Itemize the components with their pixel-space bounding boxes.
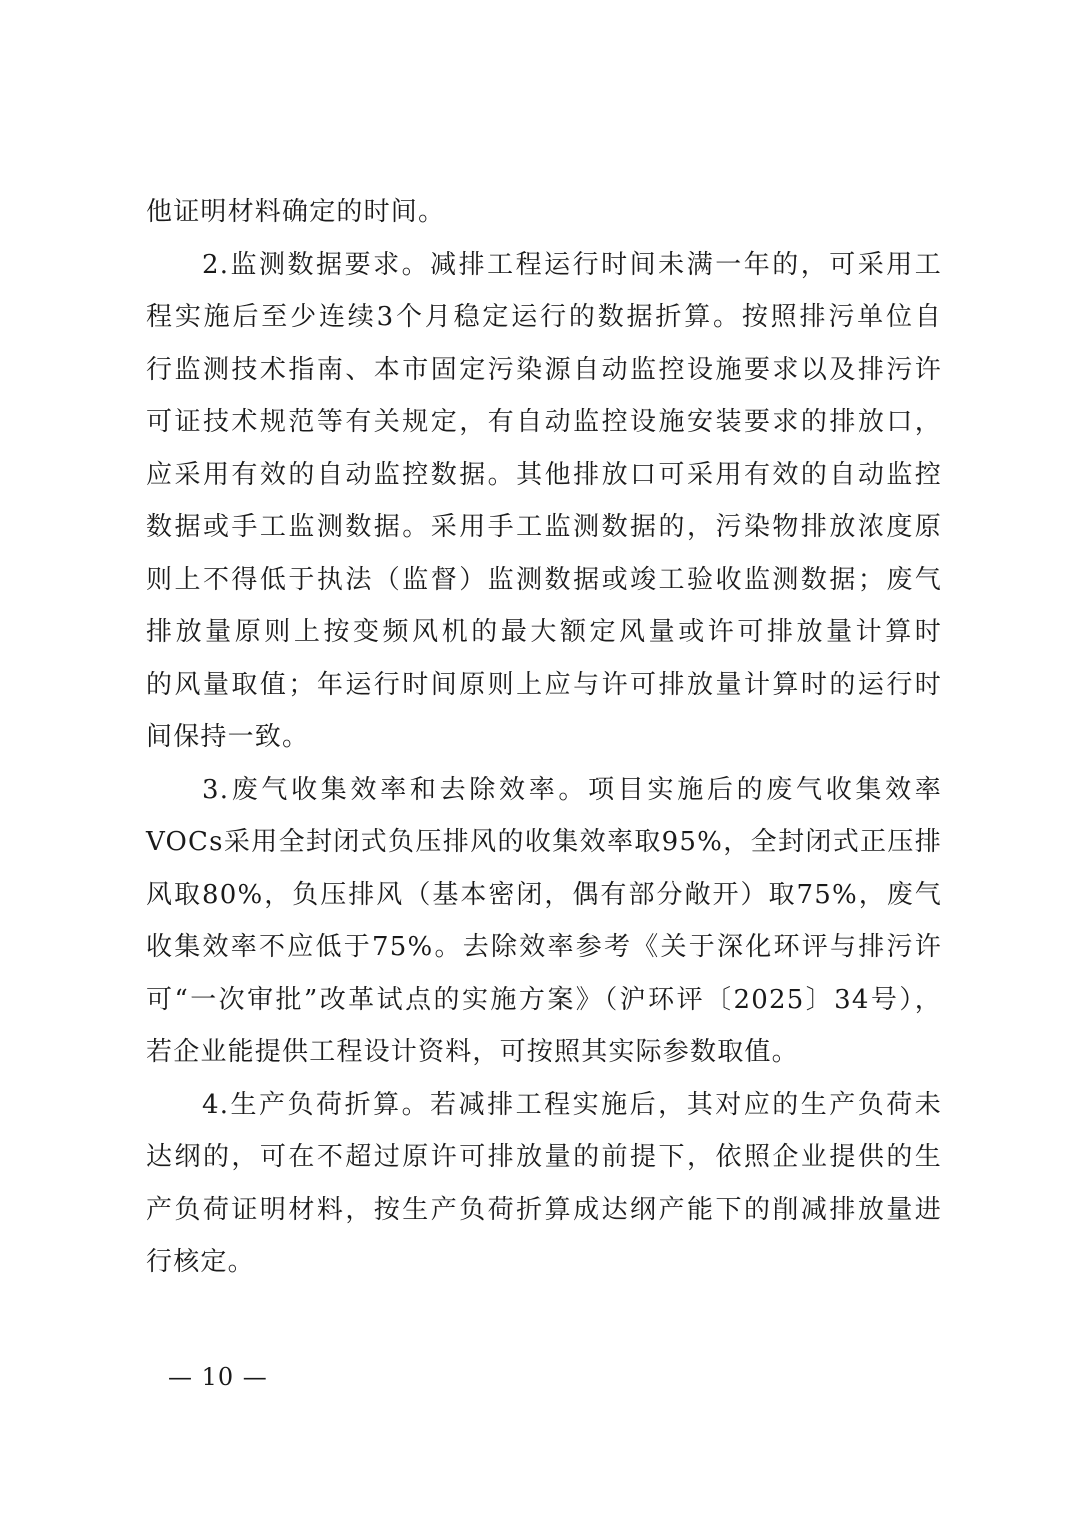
text-line: 4.生产负荷折算。若减排工程实施后，其对应的生产负荷未 <box>202 1089 942 1120</box>
text-line: 3.废气收集效率和去除效率。项目实施后的废气收集效率 <box>202 774 942 805</box>
text-line: 风取80%，负压排风（基本密闭，偶有部分敞开）取75%，废气 <box>146 879 942 910</box>
text-line: 程实施后至少连续3个月稳定运行的数据折算。按照排污单位自 <box>146 302 942 332</box>
page-number: — 10 — <box>168 1363 268 1391</box>
text-line: 行核定。 <box>146 1247 255 1277</box>
text-line: 他证明材料确定的时间。 <box>146 197 446 227</box>
text-line: 应采用有效的自动监控数据。其他排放口可采用有效的自动监控 <box>146 459 942 490</box>
text-line: 达纲的，可在不超过原许可排放量的前提下，依照企业提供的生 <box>146 1142 942 1172</box>
text-line: VOCs采用全封闭式负压排风的收集效率取95%，全封闭式正压排 <box>146 827 942 857</box>
text-line: 2.监测数据要求。减排工程运行时间未满一年的，可采用工 <box>202 249 942 280</box>
text-line: 间保持一致。 <box>146 722 310 752</box>
text-line: 产负荷证明材料，按生产负荷折算成达纲产能下的削减排放量进 <box>146 1194 942 1225</box>
text-line: 数据或手工监测数据。采用手工监测数据的，污染物排放浓度原 <box>146 512 942 542</box>
text-line: 收集效率不应低于75%。去除效率参考《关于深化环评与排污许 <box>146 932 942 962</box>
text-line: 排放量原则上按变频风机的最大额定风量或许可排放量计算时 <box>146 617 942 647</box>
text-line: 则上不得低于执法（监督）监测数据或竣工验收监测数据；废气 <box>146 564 942 595</box>
text-line: 可“一次审批”改革试点的实施方案》（沪环评〔2025〕34号）， <box>146 984 942 1015</box>
text-line: 若企业能提供工程设计资料，可按照其实际参数取值。 <box>146 1037 799 1067</box>
text-line: 的风量取值；年运行时间原则上应与许可排放量计算时的运行时 <box>146 669 942 700</box>
text-line: 可证技术规范等有关规定，有自动监控设施安装要求的排放口， <box>146 407 942 437</box>
body-text <box>146 186 942 1289</box>
text-line: 行监测技术指南、本市固定污染源自动监控设施要求以及排污许 <box>146 354 942 385</box>
